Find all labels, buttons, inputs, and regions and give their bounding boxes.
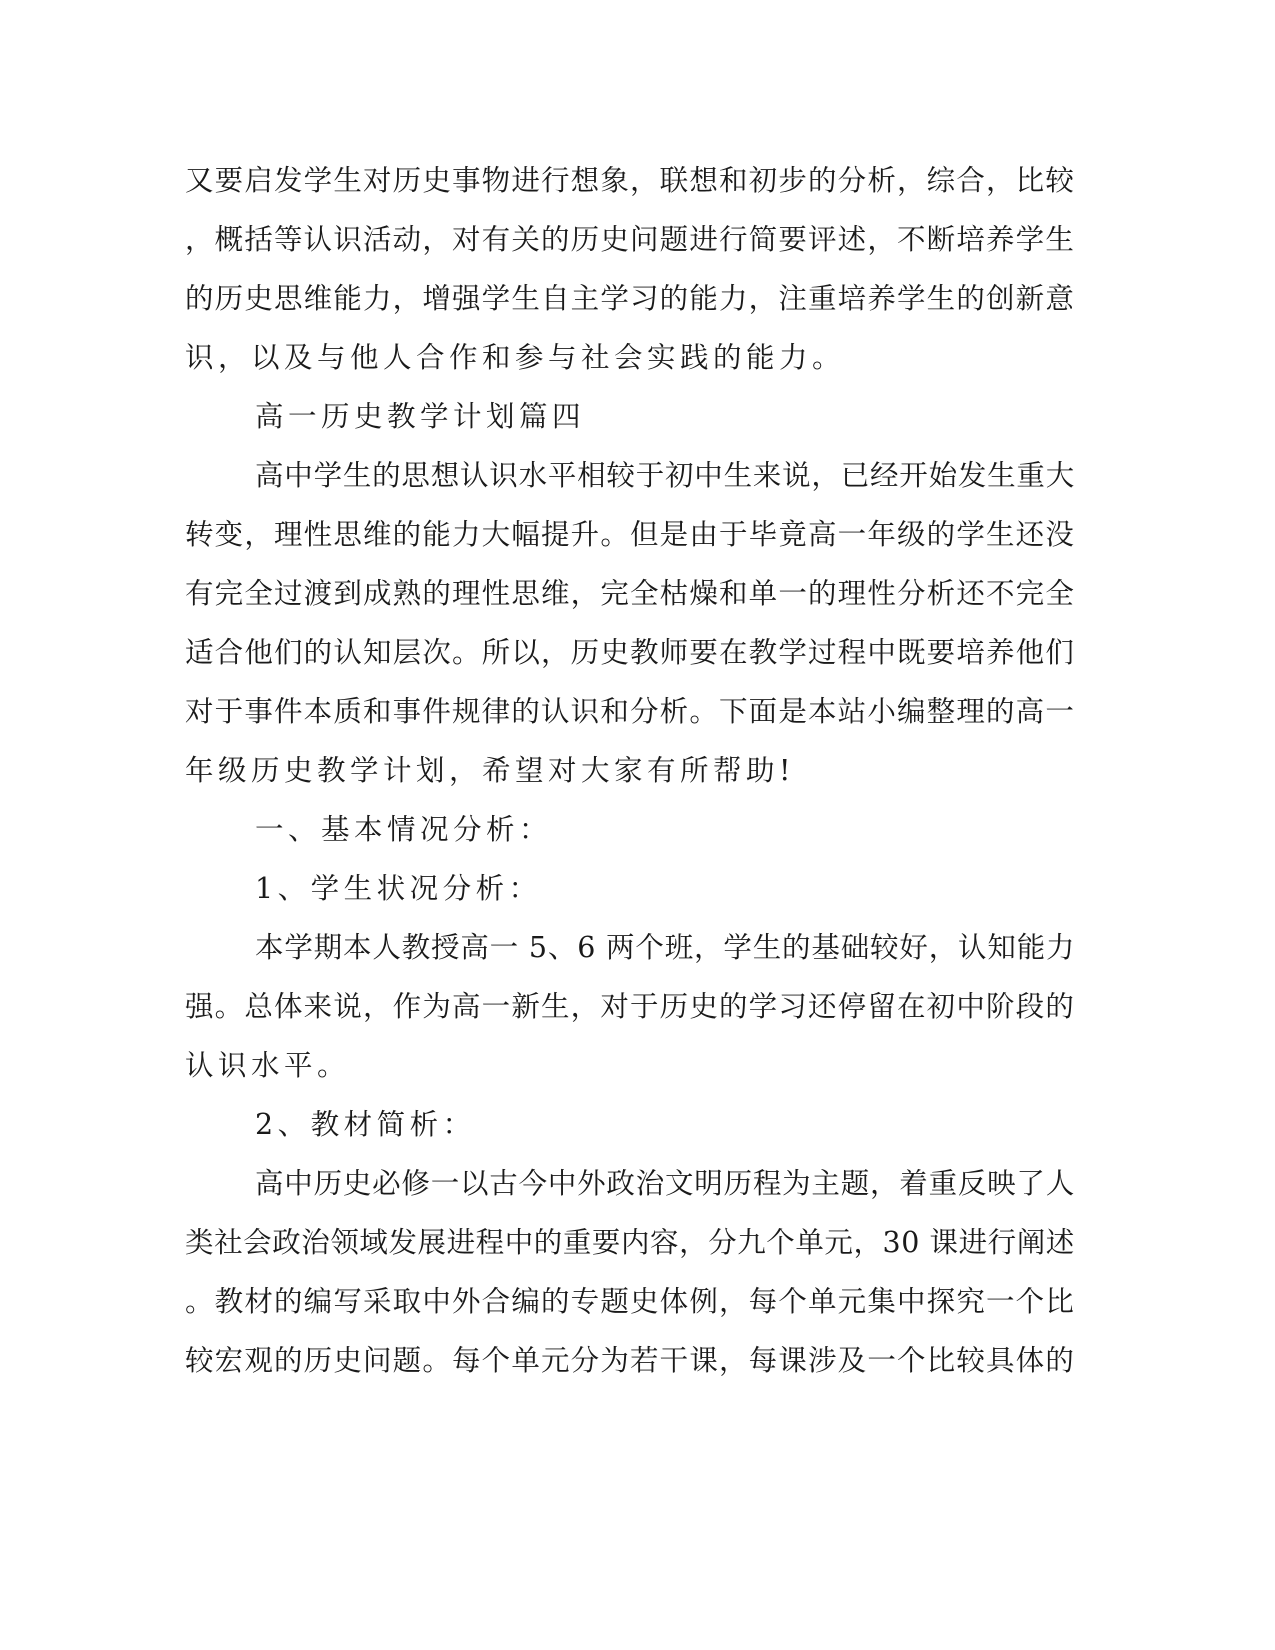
subheading: 2、教材简析： <box>255 1108 476 1141</box>
paragraph-line: 有完全过渡到成熟的理性思维，完全枯燥和单一的理性分析还不完全 <box>185 577 1076 610</box>
subheading: 1、学生状况分析： <box>255 872 542 905</box>
paragraph-line: 又要启发学生对历史事物进行想象，联想和初步的分析，综合，比较 <box>185 164 1076 197</box>
paragraph-line: 。教材的编写采取中外合编的专题史体例，每个单元集中探究一个比 <box>185 1285 1076 1318</box>
paragraph-line: ，概括等认识活动，对有关的历史问题进行简要评述，不断培养学生 <box>185 223 1076 256</box>
paragraph-line: 识，以及与他人合作和参与社会实践的能力。 <box>185 341 846 374</box>
paragraph-line: 强。总体来说，作为高一新生，对于历史的学习还停留在初中阶段的 <box>185 990 1076 1023</box>
section-heading: 高一历史教学计划篇四 <box>255 400 586 433</box>
paragraph-line: 类社会政治领域发展进程中的重要内容，分九个单元，30 课进行阐述 <box>185 1226 1075 1259</box>
subheading: 一、基本情况分析： <box>255 813 553 846</box>
paragraph-line: 对于事件本质和事件规律的认识和分析。下面是本站小编整理的高一 <box>185 695 1076 728</box>
paragraph-line: 本学期本人教授高一 5、6 两个班，学生的基础较好，认知能力 <box>255 931 1076 964</box>
paragraph-line: 适合他们的认知层次。所以，历史教师要在教学过程中既要培养他们 <box>185 636 1076 669</box>
paragraph-line: 认识水平。 <box>185 1049 351 1082</box>
paragraph-line: 转变，理性思维的能力大幅提升。但是由于毕竟高一年级的学生还没 <box>185 518 1076 551</box>
paragraph-line: 年级历史教学计划，希望对大家有所帮助! <box>185 754 795 787</box>
paragraph-line: 的历史思维能力，增强学生自主学习的能力，注重培养学生的创新意 <box>185 282 1076 315</box>
paragraph-line: 高中学生的思想认识水平相较于初中生来说，已经开始发生重大 <box>255 459 1076 492</box>
paragraph-line: 高中历史必修一以古今中外政治文明历程为主题，着重反映了人 <box>255 1167 1076 1200</box>
paragraph-line: 较宏观的历史问题。每个单元分为若干课，每课涉及一个比较具体的 <box>185 1344 1076 1377</box>
